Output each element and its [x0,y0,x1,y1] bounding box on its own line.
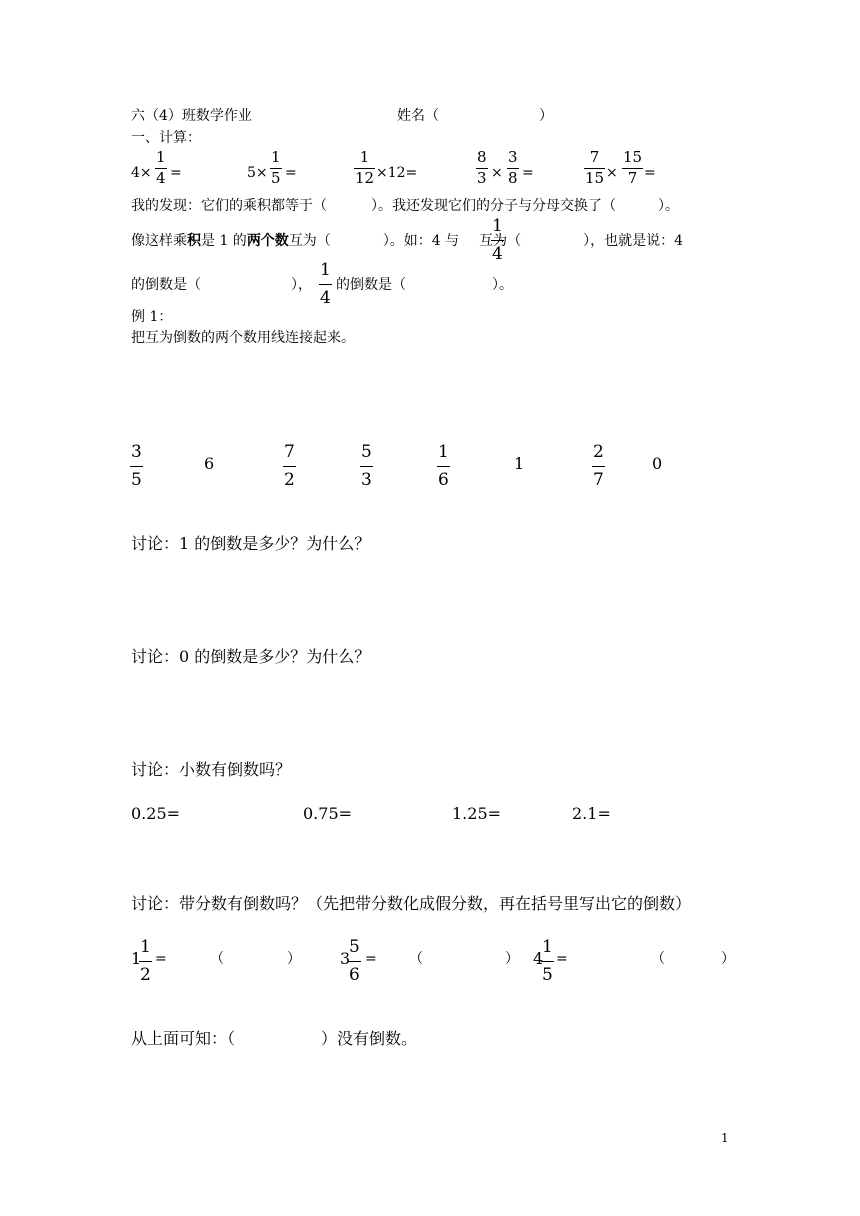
numerator: 1 [156,148,166,166]
discovery-fraction-quarter-2 [319,262,332,307]
numerator: 8 [477,148,487,166]
mixed-1-whole: 1 [131,949,142,968]
denominator: 4 [156,169,166,187]
section-title: 一、计算： [131,130,201,146]
mixed-1-close: ） [287,951,301,967]
example-title: 例 1： [131,309,173,325]
discovery-line-3: 的倒数是（ ）， 的倒数是（ ）。 [131,277,513,293]
denominator: 4 [320,288,331,308]
calc-4-equals: = [522,165,534,181]
calc-3-fraction [354,150,375,186]
match-item-6[interactable]: 6 [204,454,215,473]
calc-2-equals: = [285,165,297,181]
numerator: 1 [359,148,370,166]
name-label: 姓名（ [397,108,439,124]
calc-3-suffix: ×12= [376,165,418,181]
numerator: 3 [508,148,518,166]
conclusion-line: 从上面可知：（ ）没有倒数。 [131,1029,418,1048]
calc-5-fraction-b [622,150,643,186]
discovery-line-2: 像这样乘积是 1 的两个数互为（ ）。如：4 与 互为（ ），也就是说：4 [131,233,684,249]
numerator: 7 [589,148,600,166]
match-item-7-2[interactable]: 7 2 [284,442,295,490]
calc-1-equals: = [170,165,182,181]
mixed-3-close: ） [721,951,735,967]
numerator: 1 [271,148,281,166]
calc-5-equals: = [644,165,656,181]
decimal-item-3: 1.25= [452,804,502,823]
denominator: 15 [585,169,605,187]
example-instruction: 把互为倒数的两个数用线连接起来。 [131,330,355,346]
discussion-2: 讨论：0 的倒数是多少？为什么？ [131,647,371,666]
denominator: 3 [477,169,487,187]
mixed-2-close: ） [505,951,519,967]
decimal-item-2: 0.75= [303,804,353,823]
mixed-1-fraction: 1 2 [140,937,151,985]
discovery-line-1: 我的发现：它们的乘积都等于（ ）。我还发现它们的分子与分母交换了（ ）。 [131,198,679,214]
calc-5-fraction-a [584,150,605,186]
mixed-2-equals: = [365,951,377,967]
calc-4-fraction-a [476,150,488,186]
denominator: 12 [355,169,375,187]
mixed-1-open: （ [210,951,224,967]
numerator: 1 [492,216,503,236]
calc-5-times: × [606,165,618,181]
name-close: ） [539,108,553,124]
mixed-3-equals: = [556,951,568,967]
mixed-3-whole: 4 [533,949,544,968]
calc-4-fraction-b [507,150,519,186]
calc-1-prefix: 4× [131,165,152,181]
decimal-item-1: 0.25= [131,804,181,823]
discussion-3: 讨论：小数有倒数吗？ [131,760,292,779]
mixed-2-fraction: 5 6 [349,937,360,985]
discussion-4: 讨论：带分数有倒数吗？（先把带分数化成假分数，再在括号里写出它的倒数） [131,894,692,913]
match-item-0[interactable]: 0 [652,454,663,473]
mixed-3-fraction: 1 5 [542,937,553,985]
mixed-1-equals: = [155,951,167,967]
mixed-2-open: （ [409,951,423,967]
match-item-1-6[interactable]: 1 6 [438,442,449,490]
denominator: 7 [627,169,638,187]
denominator: 4 [492,244,503,264]
numerator: 1 [320,260,331,280]
discussion-1: 讨论：1 的倒数是多少？为什么？ [131,534,371,553]
mixed-3-open: （ [651,951,665,967]
calc-1-fraction [155,150,167,186]
calc-2-prefix: 5× [247,165,268,181]
match-item-3-5[interactable]: 3 5 [131,442,142,490]
decimal-item-4: 2.1= [572,804,611,823]
discovery-fraction-quarter [491,218,504,263]
page-number: 1 [721,1131,729,1145]
match-item-2-7[interactable]: 2 7 [593,442,604,490]
class-title: 六（4）班数学作业 [131,108,252,124]
denominator: 8 [508,169,518,187]
match-item-1[interactable]: 1 [514,454,525,473]
calc-4-times: × [491,165,503,181]
mixed-2-whole: 3 [340,949,351,968]
numerator: 15 [623,148,643,166]
calc-2-fraction [270,150,282,186]
denominator: 5 [271,169,281,187]
match-item-5-3[interactable]: 5 3 [361,442,372,490]
